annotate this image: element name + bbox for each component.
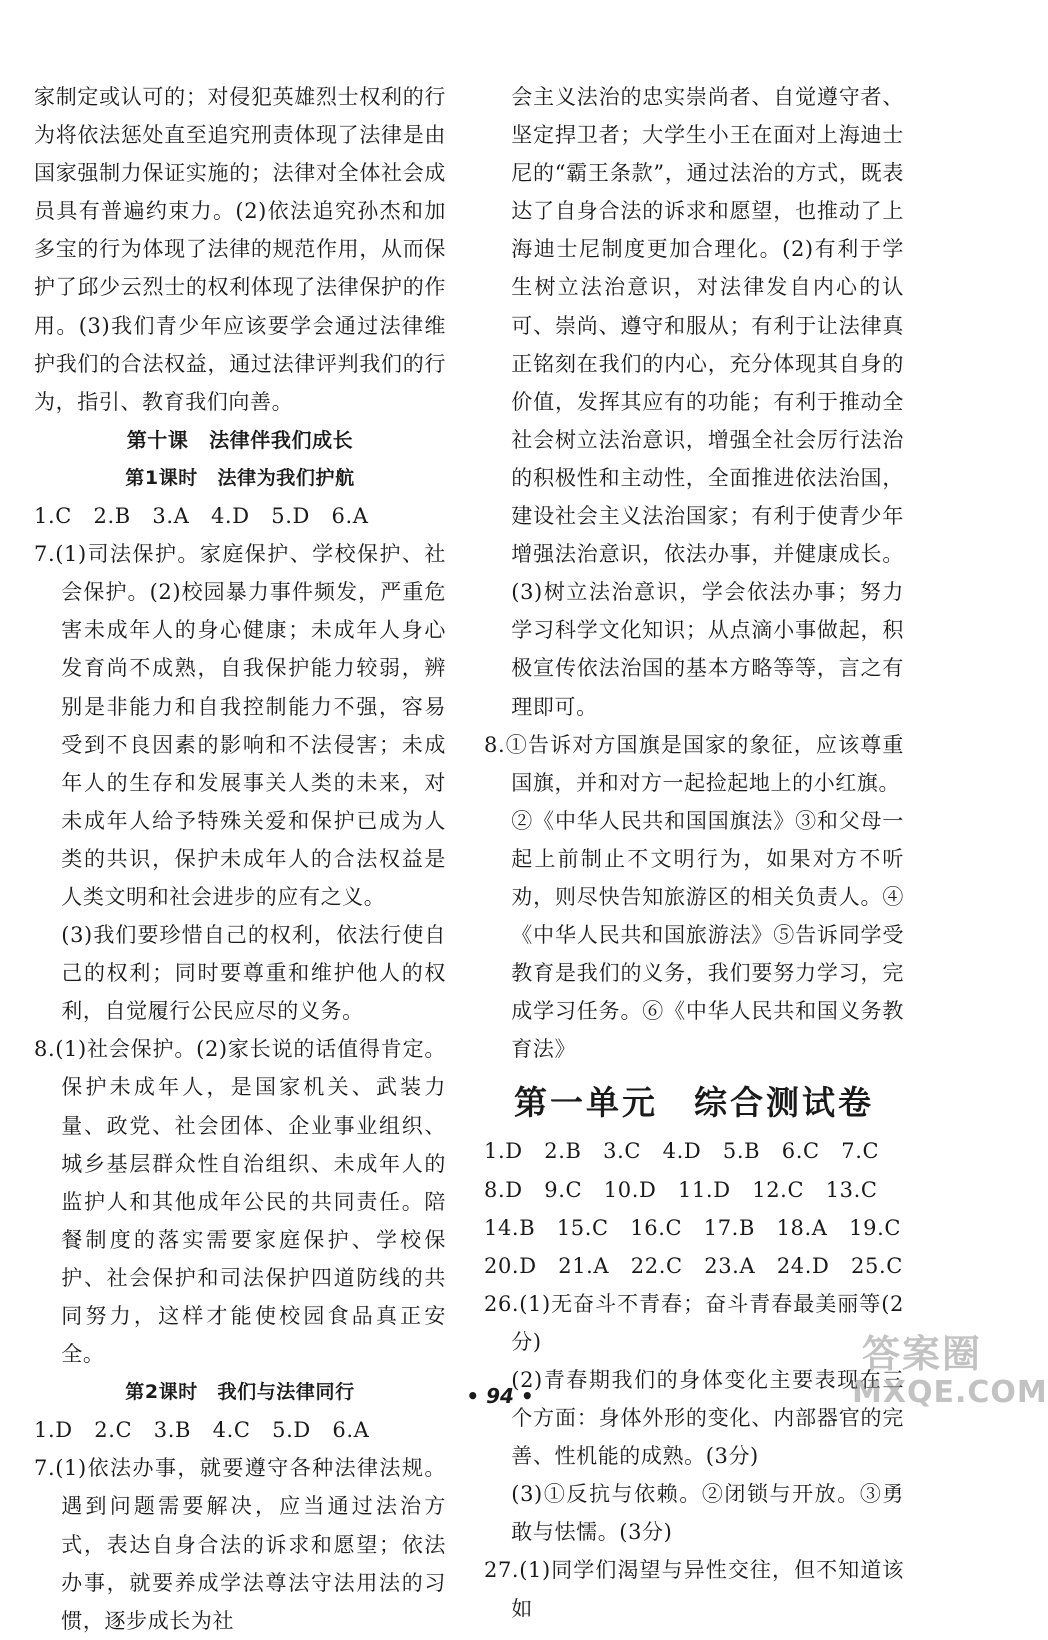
choice-answers: 8.D 9.C 10.D 11.D 12.C 13.C — [484, 1177, 878, 1202]
answer-paragraph: 7.(1)司法保护。家庭保护、学校保护、社会保护。(2)校园暴力事件频发，严重危害未成年人的身心健康；未成年人身心发育尚不成熟，自我保护能力较弱，辨别是非能力和自我控制能力不强，容易受到不良因素的影响和不法侵害；未成年人的生存和发展事关人类的未来，对未成年人给予特殊关爱和保护已成为人类的共识，保护未成年人的合法权益是人类文明和社会进步的应有之义。 — [34, 542, 446, 909]
choice-answers: 1.D 2.C 3.B 4.C 5.D 6.A — [34, 1418, 370, 1443]
answer-paragraph: (2)青春期我们的身体变化主要表现在三个方面：身体外形的变化、内部器官的完善、性机能的成熟。(3分) — [511, 1368, 904, 1469]
answer-paragraph: 27.(1)同学们渴望与异性交往，但不知道该如 — [484, 1558, 904, 1621]
answer-paragraph: (3)我们要珍惜自己的权利，依法行使自己的权利；同时要尊重和维护他人的权利，自觉履行公民应尽的义务。 — [61, 923, 446, 1024]
answer-paragraph: (3)①反抗与依赖。②闭锁与开放。③勇敢与怯懦。(3分) — [511, 1482, 904, 1545]
answer-paragraph: 家制定或认可的；对侵犯英雄烈士权利的行为将依法惩处直至追究刑责体现了法律是由国家强制力保证实施的；法律对全体社会成员具有普遍约束力。(2)依法追究孙杰和加多宝的行为体现了法律的规范作用，从而保护了邱少云烈士的权利体现了法律保护的作用。(3)我们青少年应该要学会通过法律维护我们的合法权益，通过法律评判我们的行为，指引、教育我们向善。 — [34, 85, 446, 414]
answer-paragraph: 7.(1)依法办事，就要遵守各种法律法规。遇到问题需要解决，应当通过法治方式，表达自身合法的诉求和愿望；依法办事，就要养成学法尊法守法用法的习惯，逐步成长为社 — [34, 1456, 446, 1633]
choice-answers: 14.B 15.C 16.C 17.B 18.A 19.C — [484, 1215, 902, 1240]
watermark-url: MXQE.COM — [852, 1375, 1048, 1410]
page-number: • 94 • — [466, 1384, 534, 1408]
answer-paragraph: 会主义法治的忠实崇尚者、自觉遵守者、坚定捍卫者；大学生小王在面对上海迪士尼的“霸王条款”，通过法治的方式，既表达了自身合法的诉求和愿望，也推动了上海迪士尼制度更加合理化。(2)有利于学生树立法治意识，对法律发自内心的认可、崇尚、遵守和服从；有利于让法律真正铭刻在我们的内心，充分体现其自身的价值，发挥其应有的功能；有利于推动全社会树立法治意识，增强全社会厉行法治的积极性和主动性，全面推进依法治国，建设社会主义法治国家；有利于使青少年增强法治意识，依法办事，并健康成长。(3)树立法治意识，学会依法办事；努力学习科学文化知识；从点滴小事做起，积极宣传依法治国的基本方略等等，言之有理即可。 — [511, 85, 904, 719]
period-title: 第2课时 我们与法律同行 — [125, 1381, 355, 1404]
watermark-text: 答案圈 — [861, 1332, 982, 1376]
answer-paragraph: 8.①告诉对方国旗是国家的象征，应该尊重国旗，并和对方一起捡起地上的小红旗。 — [484, 732, 904, 795]
lesson-title: 第十课 法律伴我们成长 — [126, 427, 354, 452]
unit-title: 第一单元 综合测试卷 — [514, 1083, 874, 1123]
answer-paragraph: ②《中华人民共和国国旗法》③和父母一起上前制止不文明行为，如果对方不听劝，则尽快告知旅游区的相关负责人。④《中华人民共和国旅游法》⑤告诉同学受教育是我们的义务，我们要努力学习，完成学习任务。⑥《中华人民共和国义务教育法》 — [511, 808, 904, 1062]
choice-answers: 1.D 2.B 3.C 4.D 5.B 6.C 7.C — [484, 1139, 880, 1164]
answer-paragraph: 8.(1)社会保护。(2)家长说的话值得肯定。保护未成年人，是国家机关、武装力量、政党、社会团体、企业事业组织、城乡基层群众性自治组织、未成年人的监护人和其他成年公民的共同责任。陪餐制度的落实需要家庭保护、学校保护、社会保护和司法保护四道防线的共同努力，这样才能使校园食品真正安全。 — [34, 1037, 446, 1367]
choice-answers: 1.C 2.B 3.A 4.D 5.D 6.A — [34, 504, 369, 529]
choice-answers: 20.D 21.A 22.C 23.A 24.D 25.C — [484, 1253, 903, 1278]
watermark-logo — [852, 1332, 1048, 1414]
period-title: 第1课时 法律为我们护航 — [125, 466, 355, 489]
answer-paragraph: 26.(1)无奋斗不青春；奋斗青春最美丽等(2分) — [484, 1291, 904, 1354]
